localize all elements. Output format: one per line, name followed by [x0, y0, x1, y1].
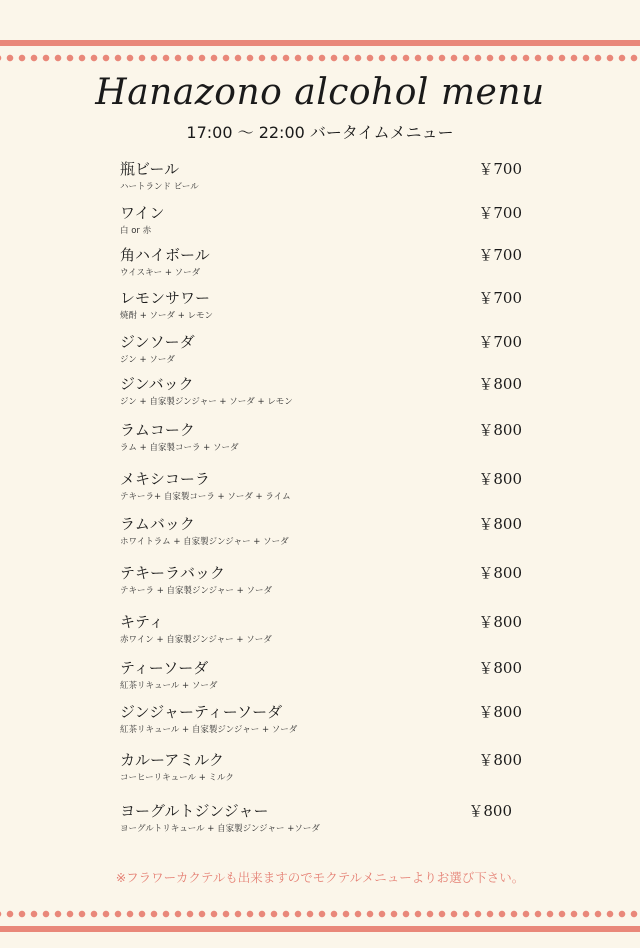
item-name: ヨーグルトジンジャー	[120, 802, 269, 820]
item-description: ハートランド ビール	[120, 182, 199, 192]
item-description: ヨーグルトリキュール + 自家製ジンジャー +ソーダ	[120, 824, 320, 834]
top-dotted-border	[0, 54, 640, 62]
item-name: ジンジャーティーソーダ	[120, 703, 283, 721]
menu-item	[120, 751, 530, 784]
item-name: ラムバック	[120, 515, 195, 533]
top-border-line	[0, 40, 640, 46]
item-description: コーヒーリキュール + ミルク	[120, 773, 234, 783]
menu-item	[120, 375, 530, 408]
bottom-dotted-border	[0, 910, 640, 918]
item-price: ￥800	[478, 703, 522, 721]
item-price: ￥800	[468, 802, 512, 820]
item-price: ￥800	[478, 421, 522, 439]
item-description: ホワイトラム + 自家製ジンジャー + ソーダ	[120, 537, 289, 547]
item-name: ジンバック	[120, 375, 194, 393]
menu-item	[120, 802, 530, 835]
menu-item	[120, 564, 530, 597]
item-description: 赤ワイン + 自家製ジンジャー + ソーダ	[120, 635, 272, 645]
item-description: ジン + 自家製ジンジャー + ソーダ + レモン	[120, 397, 293, 407]
item-name: メキシコーラ	[120, 470, 210, 488]
item-price: ￥800	[478, 564, 522, 582]
item-price: ￥700	[478, 289, 522, 307]
menu-item	[120, 613, 530, 646]
item-description: 紅茶リキュール + 自家製ジンジャー + ソーダ	[120, 725, 298, 735]
item-price: ￥800	[478, 659, 522, 677]
item-price: ￥800	[478, 613, 522, 631]
menu-item	[120, 204, 530, 237]
item-name: ワイン	[120, 204, 165, 222]
menu-item	[120, 470, 530, 503]
item-price: ￥800	[478, 470, 522, 488]
item-name: テキーラバック	[120, 564, 226, 582]
item-name: ティーソーダ	[120, 659, 209, 677]
menu-item	[120, 333, 530, 366]
item-price: ￥800	[478, 515, 522, 533]
item-description: 焼酎 + ソーダ + レモン	[120, 311, 214, 321]
item-price: ￥700	[478, 333, 522, 351]
menu-item	[120, 246, 530, 279]
menu-item	[120, 289, 530, 322]
item-price: ￥800	[478, 375, 522, 393]
item-price: ￥700	[478, 204, 522, 222]
item-description: テキーラ + 自家製ジンジャー + ソーダ	[120, 586, 272, 596]
item-price: ￥800	[478, 751, 522, 769]
menu-item	[120, 703, 530, 736]
item-name: 角ハイボール	[120, 246, 210, 264]
item-description: テキーラ+ 自家製コーラ + ソーダ + ライム	[120, 492, 291, 502]
item-name: 瓶ビール	[120, 160, 180, 178]
item-name: カルーアミルク	[120, 751, 224, 769]
menu-subtitle: 17:00 〜 22:00 バータイムメニュー	[186, 123, 454, 142]
item-name: キティ	[120, 613, 164, 631]
menu-item	[120, 160, 530, 193]
item-description: 紅茶リキュール + ソーダ	[120, 681, 218, 691]
item-name: レモンサワー	[120, 289, 211, 307]
item-description: ウイスキー + ソーダ	[120, 268, 201, 278]
menu-item	[120, 515, 530, 548]
item-description: ラム + 自家製コーラ + ソーダ	[120, 443, 239, 453]
item-price: ￥700	[478, 246, 522, 264]
bottom-border-line	[0, 926, 640, 932]
item-price: ￥700	[478, 160, 522, 178]
menu-item	[120, 659, 530, 692]
item-name: ラムコーク	[120, 421, 195, 439]
item-name: ジンソーダ	[120, 333, 195, 351]
menu-item	[120, 421, 530, 454]
footer-note: ※フラワーカクテルも出来ますのでモクテルメニューよりお選び下さい。	[115, 870, 525, 885]
item-description: ジン + ソーダ	[120, 355, 175, 365]
item-description: 白 or 赤	[120, 226, 152, 236]
menu-title: Hanazono alcohol menu	[95, 72, 545, 113]
